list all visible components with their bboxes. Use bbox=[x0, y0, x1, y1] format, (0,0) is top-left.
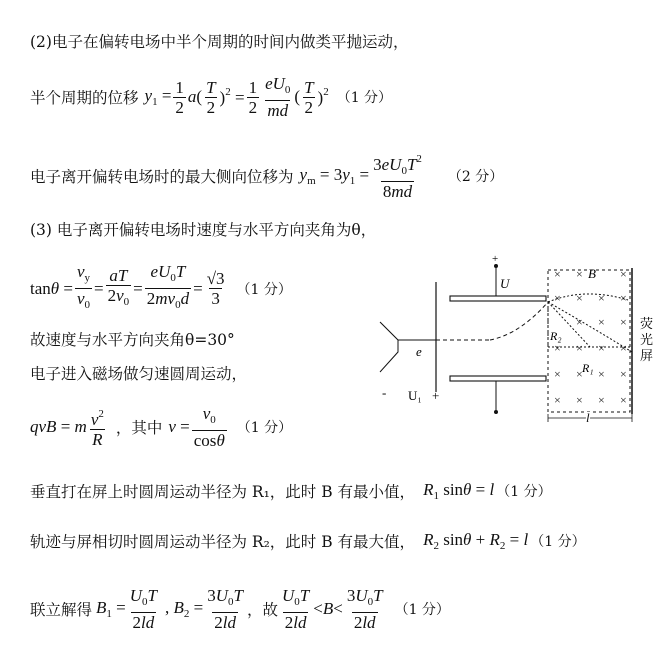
line-angle-30: 故速度与水平方向夹角θ=30° bbox=[30, 331, 235, 349]
svg-text:×: × bbox=[576, 367, 583, 381]
line-intro-3: (3) 电子离开偏转电场时速度与水平方向夹角为θ， bbox=[30, 221, 377, 239]
label-screen-3: 屏 bbox=[640, 348, 654, 363]
line-r1: 垂直打在屏上时圆周运动半径为 R₁，此时 B 有最小值， $R_1$ sinθ = l （1 分） bbox=[30, 480, 552, 502]
label-minus: - bbox=[382, 385, 387, 400]
apparatus-diagram bbox=[370, 252, 669, 432]
label-u1: U₁ bbox=[408, 388, 422, 403]
svg-text:×: × bbox=[620, 367, 627, 381]
svg-text:×: × bbox=[620, 393, 627, 407]
svg-text:×: × bbox=[620, 341, 627, 355]
line-intro-2: (2)电子在偏转电场中半个周期的时间内做类平抛运动， bbox=[30, 33, 409, 51]
label-u: U bbox=[500, 276, 510, 291]
svg-text:×: × bbox=[598, 315, 605, 329]
line-tan-theta: tanθ = $\frac{v_y}{v_0}$ = $\frac{aT}{2v_0}$ = $\frac{eU_0T}{2mv_0d}$ = $\frac{√3}{3}$ （1 分） bbox=[30, 262, 292, 315]
label-r2: R₂ bbox=[550, 329, 562, 343]
line-circular-motion: 电子进入磁场做匀速圆周运动， bbox=[30, 365, 248, 383]
label-e: e bbox=[416, 344, 422, 359]
svg-text:×: × bbox=[576, 291, 583, 305]
line-r2: 轨迹与屏相切时圆周运动半径为 R₂，此时 B 有最大值， $R_2$ $\sin\theta + R_2 = l$ （1 分） bbox=[30, 530, 586, 552]
svg-text:×: × bbox=[554, 367, 561, 381]
magnetic-field-marks bbox=[554, 267, 627, 407]
label-plus: + bbox=[432, 388, 440, 403]
line-qvb: qvB = m $\frac{v^2}{R}$ ，其中 v = $\frac{v_0}{\cos\theta}$ （1 分） bbox=[30, 404, 293, 450]
svg-text:×: × bbox=[598, 341, 605, 355]
svg-text:×: × bbox=[554, 267, 561, 281]
label-screen-2: 光 bbox=[640, 332, 654, 347]
svg-text:×: × bbox=[554, 341, 561, 355]
label-r1: R₁ bbox=[582, 361, 594, 375]
svg-text:×: × bbox=[620, 315, 627, 329]
line-solution: 联立解得 $B_1$ = $\frac{U_0T}{2ld}$ , $B_2$ = $\frac{3U_0T}{2ld}$ ，故 $\frac{U_0T}{2ld}$ <B< $\frac{3U_0T}{2ld}$ （1 分） bbox=[30, 586, 450, 632]
svg-text:×: × bbox=[554, 291, 561, 305]
line-max-displacement: 电子离开偏转电场时的最大侧向位移为 $y_m = 3y_1$ = $\frac{3eU_0T^2}{8md}$ （2 分） bbox=[30, 153, 504, 201]
frac-half: $\frac{1}{2}$ bbox=[175, 77, 184, 117]
svg-text:+: + bbox=[492, 253, 499, 265]
svg-text:×: × bbox=[598, 393, 605, 407]
label-b: B bbox=[588, 266, 596, 281]
label-screen-1: 荧 bbox=[640, 316, 654, 331]
line-half-period-displacement: 半个周期的位移 $y_1$ = $\frac{1}{2}$ a( $\frac{T}{2}$ )$^2$ = $\frac{1}{2}$ $\frac{eU_0}{md}$ ( $\frac{T}{2}$ )$^2$ （1 分） bbox=[30, 74, 393, 120]
svg-text:×: × bbox=[576, 341, 583, 355]
svg-text:×: × bbox=[620, 291, 627, 305]
svg-text:×: × bbox=[598, 291, 605, 305]
label-l: l bbox=[586, 410, 590, 425]
svg-text:×: × bbox=[576, 267, 583, 281]
svg-text:×: × bbox=[620, 267, 627, 281]
svg-text:×: × bbox=[576, 393, 583, 407]
svg-text:×: × bbox=[554, 393, 561, 407]
svg-text:×: × bbox=[598, 367, 605, 381]
svg-text:×: × bbox=[576, 315, 583, 329]
